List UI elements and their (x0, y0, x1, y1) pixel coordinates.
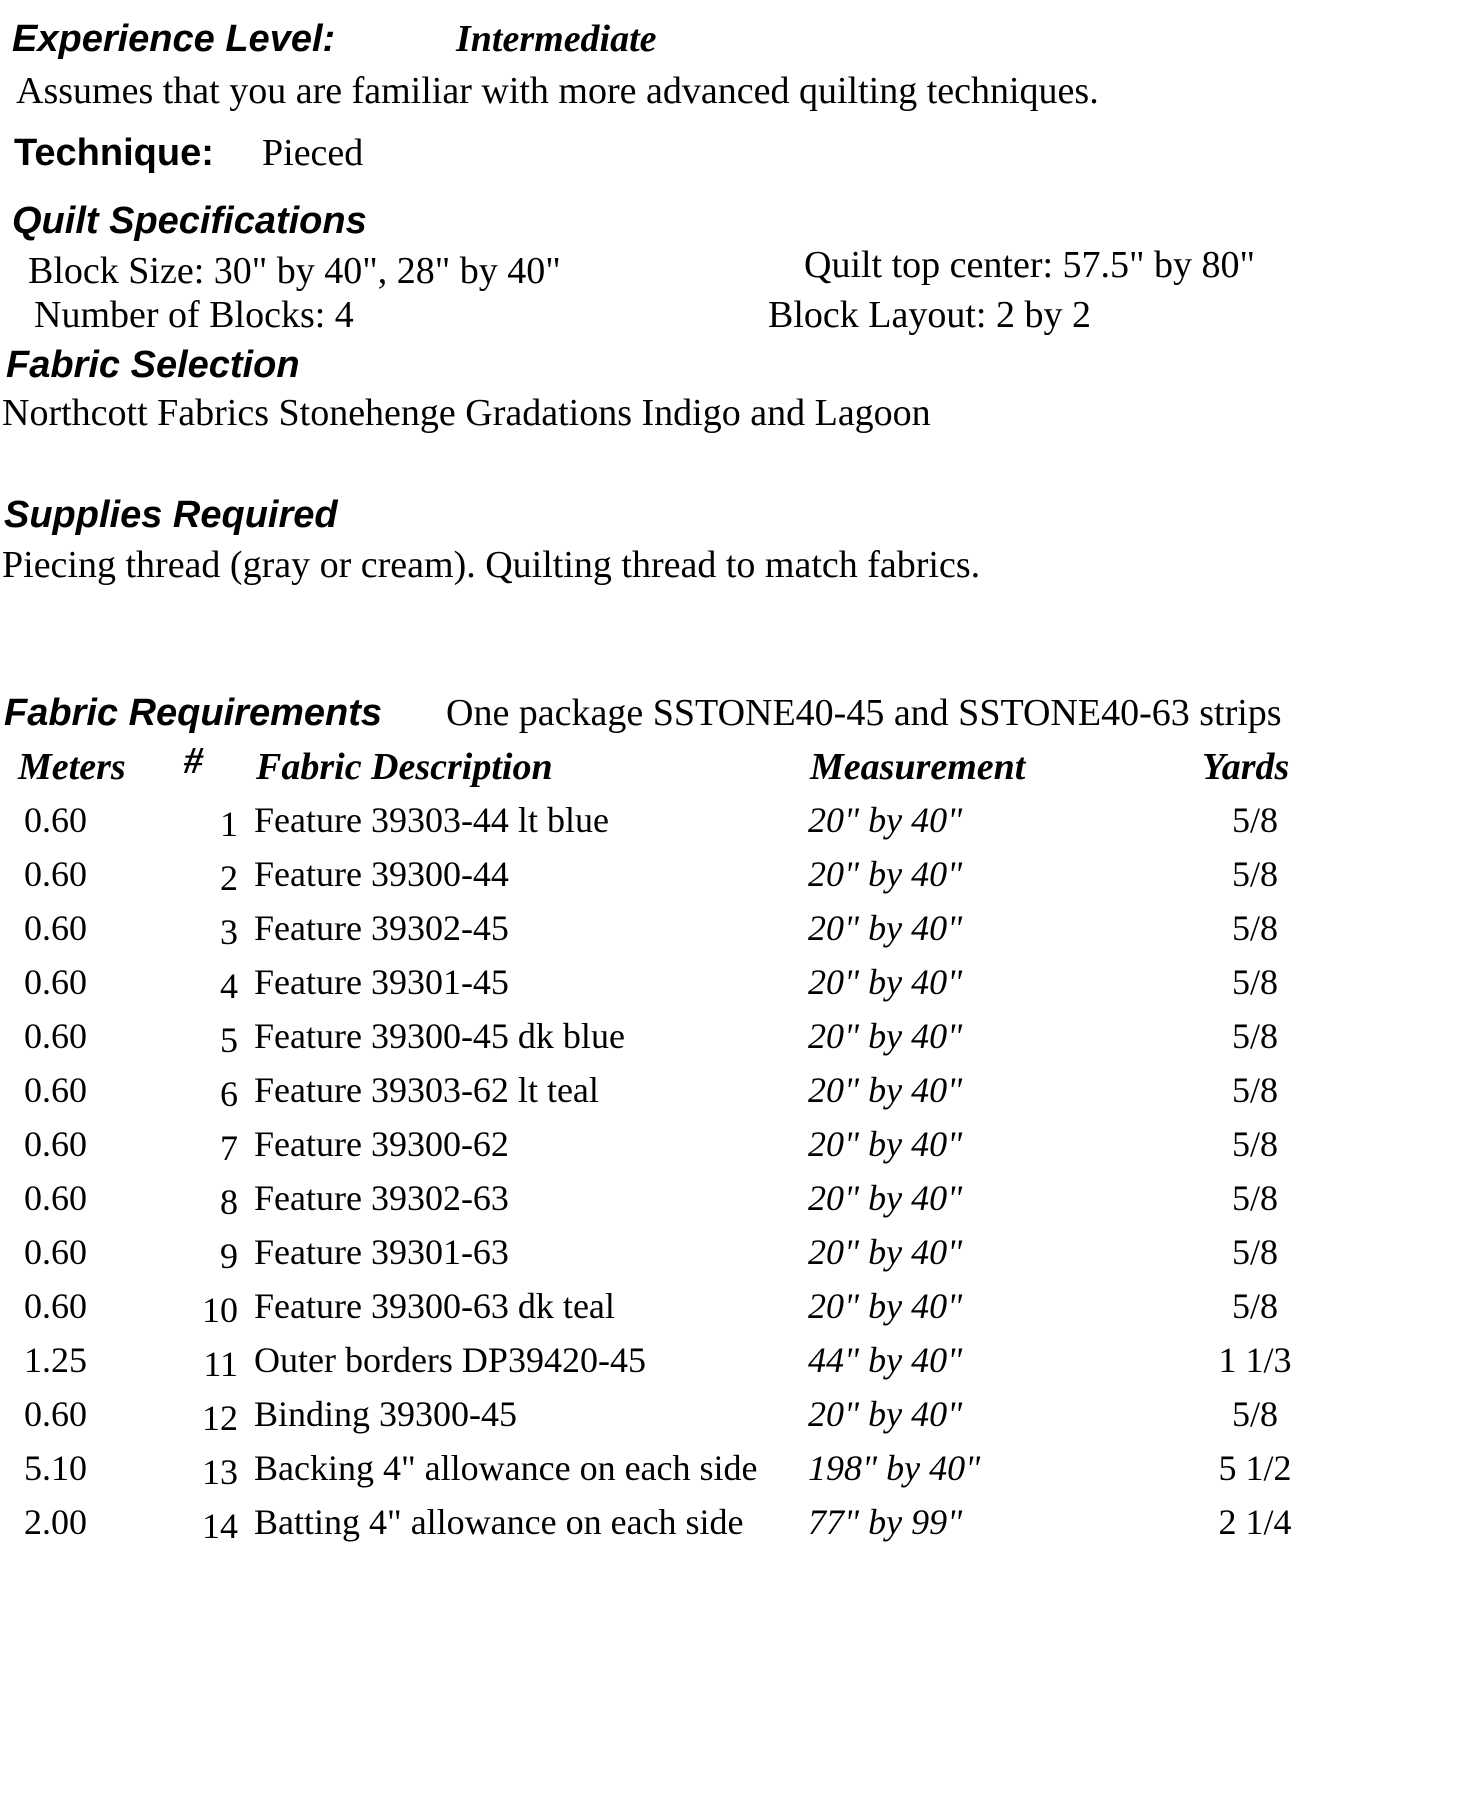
row-meters: 0.60 (24, 854, 87, 894)
row-number: 4 (220, 966, 238, 1006)
row-measurement: 20" by 40" (808, 1124, 963, 1164)
row-description: Feature 39303-62 lt teal (254, 1070, 599, 1110)
row-yards: 5/8 (1231, 1016, 1278, 1056)
row-meters: 0.60 (24, 800, 87, 840)
row-measurement: 20" by 40" (808, 1286, 963, 1326)
row-number: 5 (220, 1020, 238, 1060)
row-measurement: 20" by 40" (808, 1016, 963, 1056)
row-description: Feature 39300-63 dk teal (254, 1286, 615, 1326)
row-meters: 1.25 (24, 1340, 87, 1380)
row-yards: 5/8 (1231, 1124, 1278, 1164)
row-yards: 5/8 (1231, 800, 1278, 840)
row-yards: 5/8 (1231, 962, 1278, 1002)
row-description: Feature 39300-45 dk blue (254, 1016, 625, 1056)
header-meters: Meters (18, 746, 126, 788)
table-row (0, 856, 1481, 910)
row-number: 7 (220, 1128, 238, 1168)
row-meters: 0.60 (24, 1016, 87, 1056)
row-number: 1 (220, 804, 238, 844)
row-description: Outer borders DP39420-45 (254, 1340, 646, 1380)
row-measurement: 198" by 40" (808, 1448, 981, 1488)
row-yards: 5/8 (1231, 854, 1278, 894)
table-row (0, 910, 1481, 964)
row-number: 13 (202, 1452, 238, 1492)
row-measurement: 77" by 99" (808, 1502, 963, 1542)
row-meters: 0.60 (24, 1232, 87, 1272)
row-description: Binding 39300-45 (254, 1394, 518, 1434)
row-meters: 5.10 (24, 1448, 87, 1488)
quilt-top-center: Quilt top center: 57.5" by 80" (804, 244, 1256, 286)
row-measurement: 20" by 40" (808, 1394, 963, 1434)
header-measurement: Measurement (810, 746, 1026, 788)
table-row (0, 1342, 1481, 1396)
row-number: 11 (203, 1344, 238, 1384)
row-description: Backing 4" allowance on each side (254, 1448, 758, 1488)
row-description: Feature 39300-62 (254, 1124, 509, 1164)
experience-level-value: Intermediate (456, 18, 657, 60)
row-number: 3 (220, 912, 238, 952)
row-meters: 0.60 (24, 908, 87, 948)
table-row (0, 1018, 1481, 1072)
quilt-specifications-heading: Quilt Specifications (12, 200, 367, 242)
fabric-selection-text: Northcott Fabrics Stonehenge Gradations Indigo and Lagoon (2, 392, 931, 434)
table-row (0, 1072, 1481, 1126)
block-layout: Block Layout: 2 by 2 (768, 294, 1091, 336)
row-yards: 5/8 (1231, 1286, 1278, 1326)
number-of-blocks: Number of Blocks: 4 (34, 294, 354, 336)
row-meters: 2.00 (24, 1502, 87, 1542)
table-row (0, 1234, 1481, 1288)
table-row (0, 1180, 1481, 1234)
row-number: 14 (202, 1506, 238, 1546)
header-number: # (184, 740, 203, 782)
row-number: 10 (202, 1290, 238, 1330)
experience-level-label: Experience Level: (12, 18, 336, 60)
row-measurement: 20" by 40" (808, 1070, 963, 1110)
row-yards: 5/8 (1231, 1394, 1278, 1434)
row-meters: 0.60 (24, 1070, 87, 1110)
row-measurement: 20" by 40" (808, 1232, 963, 1272)
row-measurement: 44" by 40" (808, 1340, 963, 1380)
row-meters: 0.60 (24, 962, 87, 1002)
row-measurement: 20" by 40" (808, 908, 963, 948)
row-yards: 5/8 (1231, 1070, 1278, 1110)
row-yards: 5/8 (1231, 908, 1278, 948)
row-measurement: 20" by 40" (808, 854, 963, 894)
table-row (0, 964, 1481, 1018)
table-row (0, 1450, 1481, 1504)
table-row (0, 1504, 1481, 1558)
row-description: Feature 39300-44 (254, 854, 509, 894)
header-yards: Yards (1202, 746, 1290, 788)
row-description: Feature 39302-45 (254, 908, 509, 948)
row-description: Batting 4" allowance on each side (254, 1502, 744, 1542)
row-measurement: 20" by 40" (808, 962, 963, 1002)
block-size: Block Size: 30" by 40", 28" by 40" (28, 250, 561, 292)
row-yards: 5/8 (1231, 1178, 1278, 1218)
row-meters: 0.60 (24, 1124, 87, 1164)
fabric-selection-heading: Fabric Selection (6, 344, 300, 386)
row-number: 6 (220, 1074, 238, 1114)
table-row (0, 1288, 1481, 1342)
row-number: 9 (220, 1236, 238, 1276)
row-yards: 2 1/4 (1218, 1502, 1292, 1542)
row-meters: 0.60 (24, 1394, 87, 1434)
row-meters: 0.60 (24, 1178, 87, 1218)
row-description: Feature 39302-63 (254, 1178, 509, 1218)
table-row (0, 802, 1481, 856)
technique-label: Technique: (14, 132, 214, 174)
header-fabric-description: Fabric Description (256, 746, 553, 788)
supplies-required-heading: Supplies Required (4, 494, 338, 536)
supplies-text: Piecing thread (gray or cream). Quilting thread to match fabrics. (2, 544, 981, 586)
fabric-requirements-subtitle: One package SSTONE40-45 and SSTONE40-63 strips (446, 692, 1282, 734)
table-row (0, 1126, 1481, 1180)
row-description: Feature 39303-44 lt blue (254, 800, 609, 840)
table-row (0, 1396, 1481, 1450)
row-description: Feature 39301-45 (254, 962, 509, 1002)
row-yards: 5/8 (1231, 1232, 1278, 1272)
row-measurement: 20" by 40" (808, 1178, 963, 1218)
row-number: 12 (202, 1398, 238, 1438)
row-measurement: 20" by 40" (808, 800, 963, 840)
row-number: 2 (220, 858, 238, 898)
technique-value: Pieced (262, 132, 364, 174)
row-meters: 0.60 (24, 1286, 87, 1326)
row-number: 8 (220, 1182, 238, 1222)
row-yards: 5 1/2 (1218, 1448, 1292, 1488)
row-yards: 1 1/3 (1218, 1340, 1292, 1380)
fabric-requirements-heading: Fabric Requirements (4, 692, 382, 734)
row-description: Feature 39301-63 (254, 1232, 509, 1272)
experience-description: Assumes that you are familiar with more advanced quilting techniques. (16, 70, 1099, 112)
